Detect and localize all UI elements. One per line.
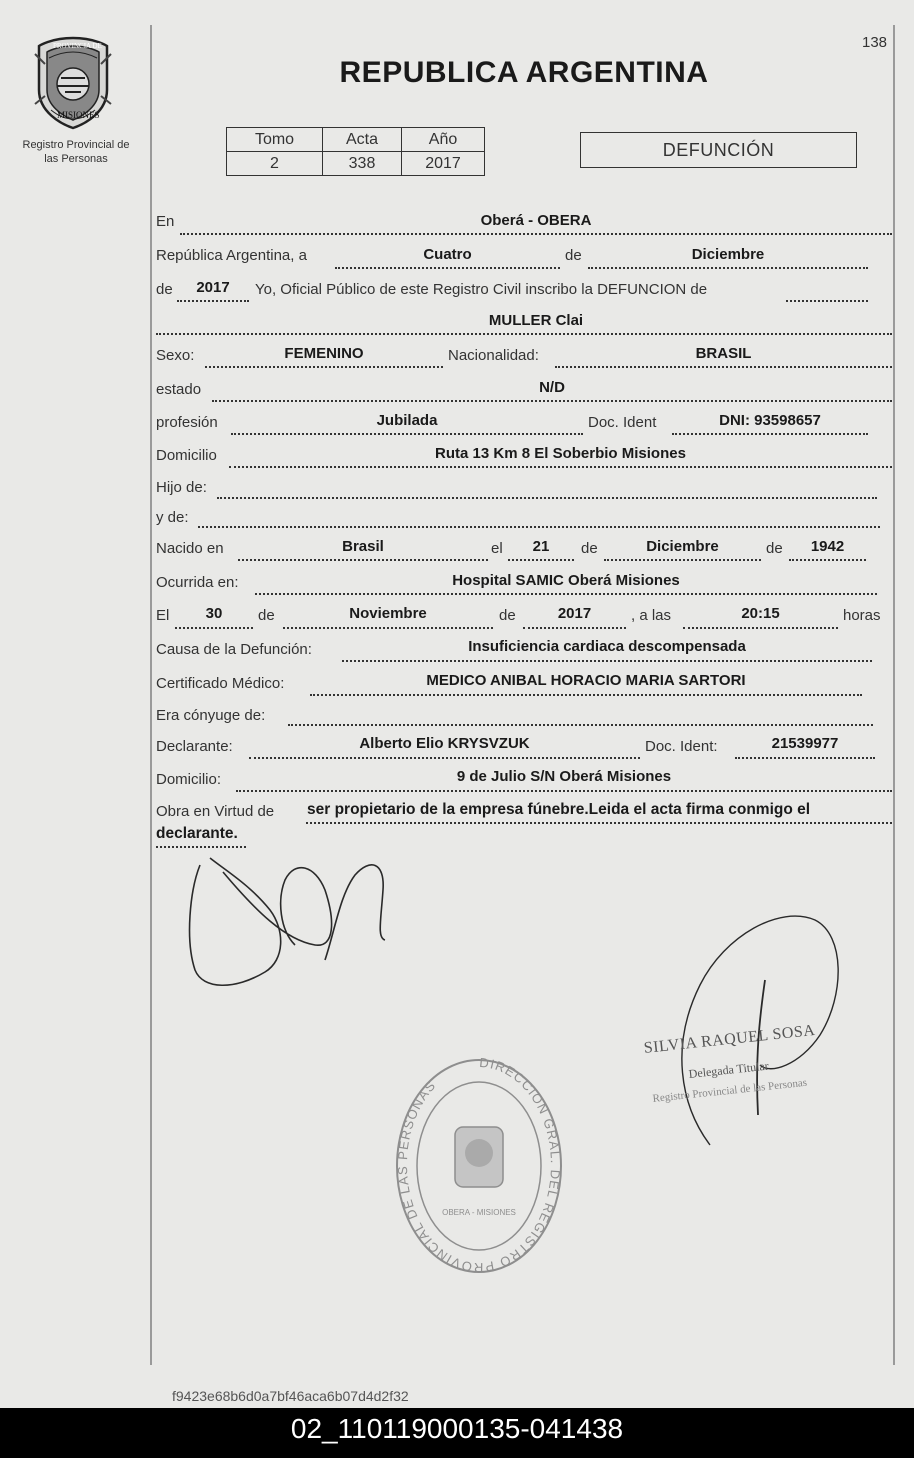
hijo-label: Hijo de:	[156, 479, 207, 496]
cert-line	[310, 694, 862, 696]
table-cell-tomo: 2	[227, 152, 323, 176]
birth-month-line	[604, 559, 761, 561]
yde-label: y de:	[156, 509, 189, 526]
page-title: REPUBLICA ARGENTINA	[339, 56, 709, 89]
year-line	[177, 300, 249, 302]
stamp-inner-text: OBERA - MISIONES	[442, 1208, 516, 1217]
de4-label: de	[766, 540, 783, 557]
birth-month-value: Diciembre	[646, 538, 719, 555]
death-year-line	[523, 627, 626, 629]
registry-stamp	[393, 1055, 565, 1277]
causa-line	[342, 660, 872, 662]
declarant-signature	[185, 850, 405, 995]
birth-year-value: 1942	[810, 538, 845, 555]
domicilio-value: Ruta 13 Km 8 El Soberbio Misiones	[435, 445, 686, 462]
official-line-end	[786, 300, 868, 302]
day-value: Cuatro	[423, 246, 472, 263]
stamp-ring-text: DIRECCION GRAL. DEL REGISTRO PROVINCIAL DE LAS PERSONAS	[394, 1055, 563, 1276]
profesion-label: profesión	[156, 414, 218, 431]
sexo-value: FEMENINO	[284, 345, 364, 362]
nacionalidad-label: Nacionalidad:	[448, 347, 539, 364]
sexo-line	[205, 366, 443, 368]
en-value: Oberá - OBERA	[480, 212, 592, 229]
death-month-line	[283, 627, 493, 629]
record-type-box: DEFUNCIÓN	[580, 132, 857, 168]
de3-label: de	[581, 540, 598, 557]
el-label: el	[491, 540, 503, 557]
death-day-line	[175, 627, 253, 629]
birth-day-line	[508, 559, 574, 561]
death-day-value: 30	[205, 605, 223, 622]
obra-value-1: ser propietario de la empresa fúnebre.Leida el acta firma conmigo el	[307, 801, 811, 818]
day-line	[335, 267, 560, 269]
nacionalidad-value: BRASIL	[695, 345, 752, 362]
de2-label: de	[156, 281, 173, 298]
logo-text-top: PROVINCIA DE	[53, 42, 102, 50]
record-table	[226, 127, 485, 176]
profesion-value: Jubilada	[376, 412, 438, 429]
cert-label: Certificado Médico:	[156, 675, 285, 692]
profesion-line	[231, 433, 583, 435]
official-title: Delegada Titular	[688, 1058, 770, 1081]
name-line	[156, 333, 892, 335]
table-cell-acta: 338	[323, 152, 402, 176]
nacido-line	[238, 559, 488, 561]
official-org: Registro Provincial de las Personas	[652, 1076, 808, 1105]
declarante-line	[249, 757, 640, 759]
obra-label: Obra en Virtud de	[156, 803, 275, 820]
table-header-tomo: Tomo	[227, 128, 323, 152]
causa-label: Causa de la Defunción:	[156, 641, 312, 658]
official-name: SILVIA RAQUEL SOSA	[643, 1021, 817, 1057]
table-header-acta: Acta	[323, 128, 402, 152]
causa-value: Insuficiencia cardiaca descompensada	[468, 638, 746, 655]
obra-line-1	[306, 822, 892, 824]
table-cell-ano: 2017	[402, 152, 485, 176]
estado-label: estado	[156, 381, 202, 398]
logo-text-bottom: MISIONES	[57, 110, 100, 120]
rep-label: República Argentina, a	[156, 247, 307, 264]
nacionalidad-line	[555, 366, 892, 368]
nacido-value: Brasil	[342, 538, 384, 555]
left-margin-line	[150, 25, 152, 1365]
estado-value: N/D	[539, 379, 565, 396]
month-line	[588, 267, 868, 269]
conyuge-label: Era cónyuge de:	[156, 707, 266, 724]
ocurrida-label: Ocurrida en:	[156, 574, 239, 591]
ocurrida-line	[255, 593, 877, 595]
domicilio2-value: 9 de Julio S/N Oberá Misiones	[456, 768, 672, 785]
yde-line	[198, 526, 880, 528]
death-year-value: 2017	[557, 605, 592, 622]
declarante-label: Declarante:	[156, 738, 233, 755]
official-text: Yo, Oficial Público de este Registro Civil inscribo la DEFUNCION de	[255, 281, 708, 298]
doc-label: Doc. Ident	[588, 414, 657, 431]
hijo-line	[217, 497, 877, 499]
de1-label: de	[565, 247, 582, 264]
conyuge-line	[288, 724, 873, 726]
document-id-bar	[0, 1408, 914, 1458]
horas-label: horas	[843, 607, 881, 624]
ocurrida-value: Hospital SAMIC Oberá Misiones	[452, 572, 680, 589]
month-value: Diciembre	[691, 246, 765, 263]
death-month-value: Noviembre	[349, 605, 427, 622]
deceased-name: MULLER Clai	[488, 312, 584, 329]
birth-year-line	[789, 559, 866, 561]
page-number: 138	[862, 34, 888, 51]
birth-day-value: 21	[532, 538, 550, 555]
en-line	[180, 233, 892, 235]
table-header-ano: Año	[402, 128, 485, 152]
province-logo	[31, 34, 115, 130]
declarante-value: Alberto Elio KRYSVZUK	[359, 735, 530, 752]
domicilio-label: Domicilio	[156, 447, 217, 464]
obra-line-2	[156, 846, 246, 848]
registry-caption-1: Registro Provincial de	[22, 139, 130, 151]
sexo-label: Sexo:	[156, 347, 195, 364]
el2-label: El	[156, 607, 170, 624]
doc-value: DNI: 93598657	[719, 412, 821, 429]
year-value: 2017	[196, 279, 230, 296]
alas-label: , a las	[631, 607, 672, 624]
estado-line	[212, 400, 892, 402]
death-time-line	[683, 627, 838, 629]
domicilio2-label: Domicilio:	[156, 771, 222, 788]
doc2-value: 21539977	[771, 735, 839, 752]
en-label: En	[156, 213, 175, 230]
domicilio2-line	[236, 790, 892, 792]
cert-value: MEDICO ANIBAL HORACIO MARIA SARTORI	[426, 672, 746, 689]
nacido-label: Nacido en	[156, 540, 224, 557]
registry-caption-2: las Personas	[44, 153, 108, 165]
domicilio-line	[229, 466, 892, 468]
death-time-value: 20:15	[741, 605, 780, 622]
doc2-line	[735, 757, 875, 759]
doc2-label: Doc. Ident:	[645, 738, 718, 755]
document-hash: f9423e68b6d0a7bf46aca6b07d4d2f32	[172, 1388, 409, 1404]
obra-value-2: declarante.	[156, 825, 238, 842]
right-margin-line	[893, 25, 895, 1365]
de6-label: de	[499, 607, 516, 624]
de5-label: de	[258, 607, 275, 624]
document-id: 02_110119000135-041438	[290, 1413, 624, 1444]
doc-line	[672, 433, 868, 435]
